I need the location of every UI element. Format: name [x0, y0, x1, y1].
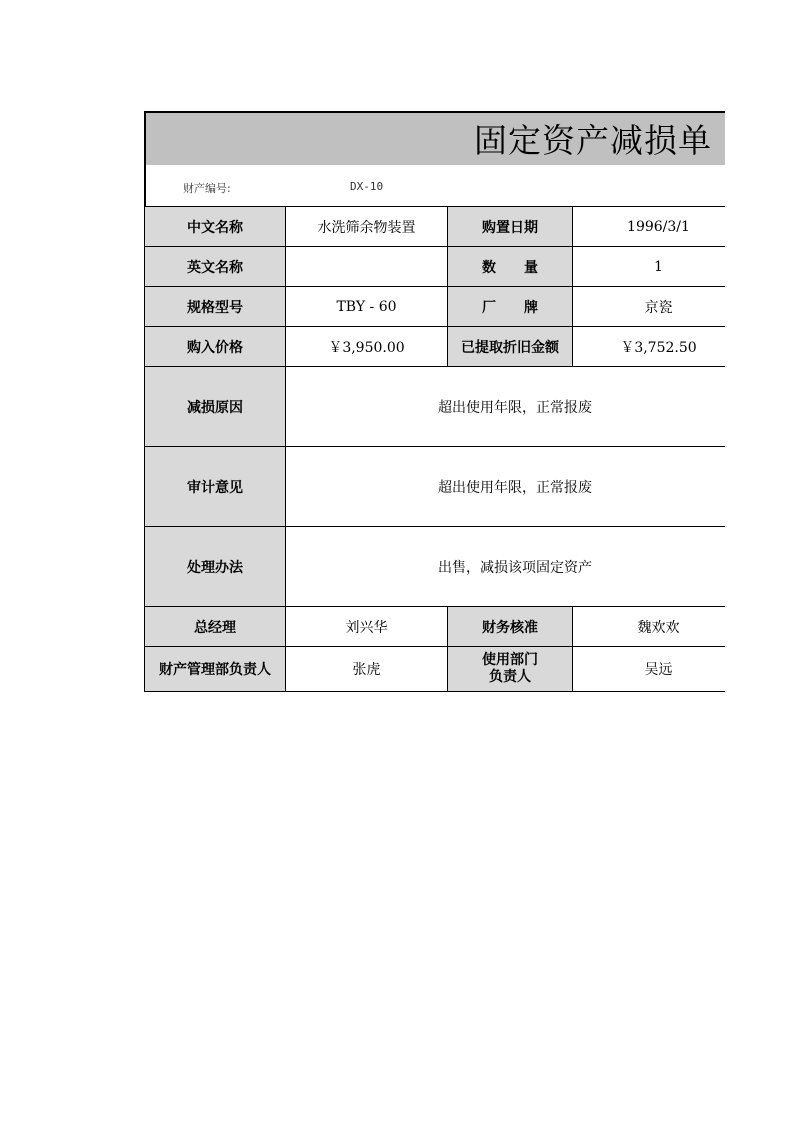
gm-value[interactable]: 刘兴华: [286, 607, 448, 647]
table-row: [145, 647, 726, 692]
title-bar: [144, 111, 725, 165]
asset-manager-value[interactable]: 张虎: [286, 647, 448, 692]
form-title: 固定资产减损单: [474, 121, 712, 160]
asset-number-value: DX-10: [350, 180, 384, 193]
en-name-label: 英文名称: [145, 247, 286, 287]
audit-value[interactable]: 超出使用年限，正常报废: [286, 447, 726, 527]
finance-value[interactable]: 魏欢欢: [573, 607, 726, 647]
dept-head-value[interactable]: 吴远: [573, 647, 726, 692]
brand-value[interactable]: 京瓷: [573, 287, 726, 327]
table-row: [145, 327, 726, 367]
reason-label: 减损原因: [145, 367, 286, 447]
depreciation-label: 已提取折旧金额: [448, 327, 573, 367]
cn-name-label: 中文名称: [145, 207, 286, 247]
dept-head-label: [448, 647, 573, 692]
form-table: [144, 206, 725, 692]
table-row: [145, 367, 726, 447]
handling-label: 处理办法: [145, 527, 286, 607]
purchase-date-value[interactable]: 1996/3/1: [573, 207, 726, 247]
price-value[interactable]: ￥3,950.00: [286, 327, 448, 367]
asset-number-row: [144, 165, 725, 207]
asset-manager-label: 财产管理部负责人: [145, 647, 286, 692]
depreciation-value[interactable]: ￥3,752.50: [573, 327, 726, 367]
dept-head-label-line2: 负责人: [489, 668, 531, 685]
en-name-value[interactable]: [286, 247, 448, 287]
brand-label: 厂 牌: [448, 287, 573, 327]
price-label: 购入价格: [145, 327, 286, 367]
audit-label: 审计意见: [145, 447, 286, 527]
table-row: [145, 527, 726, 607]
purchase-date-label: 购置日期: [448, 207, 573, 247]
gm-label: 总经理: [145, 607, 286, 647]
asset-reduction-form: [144, 111, 725, 692]
dept-head-label-line1: 使用部门: [482, 651, 538, 668]
model-label: 规格型号: [145, 287, 286, 327]
quantity-value[interactable]: 1: [573, 247, 726, 287]
quantity-label: 数 量: [448, 247, 573, 287]
table-row: [145, 607, 726, 647]
asset-number-label: 财产编号:: [183, 182, 231, 195]
finance-label: 财务核准: [448, 607, 573, 647]
handling-value[interactable]: 出售，减损该项固定资产: [286, 527, 726, 607]
table-row: [145, 247, 726, 287]
reason-value[interactable]: 超出使用年限，正常报废: [286, 367, 726, 447]
cn-name-value[interactable]: 水洗筛余物装置: [286, 207, 448, 247]
table-row: [145, 287, 726, 327]
model-value[interactable]: TBY - 60: [286, 287, 448, 327]
table-row: [145, 447, 726, 527]
table-row: [145, 207, 726, 247]
